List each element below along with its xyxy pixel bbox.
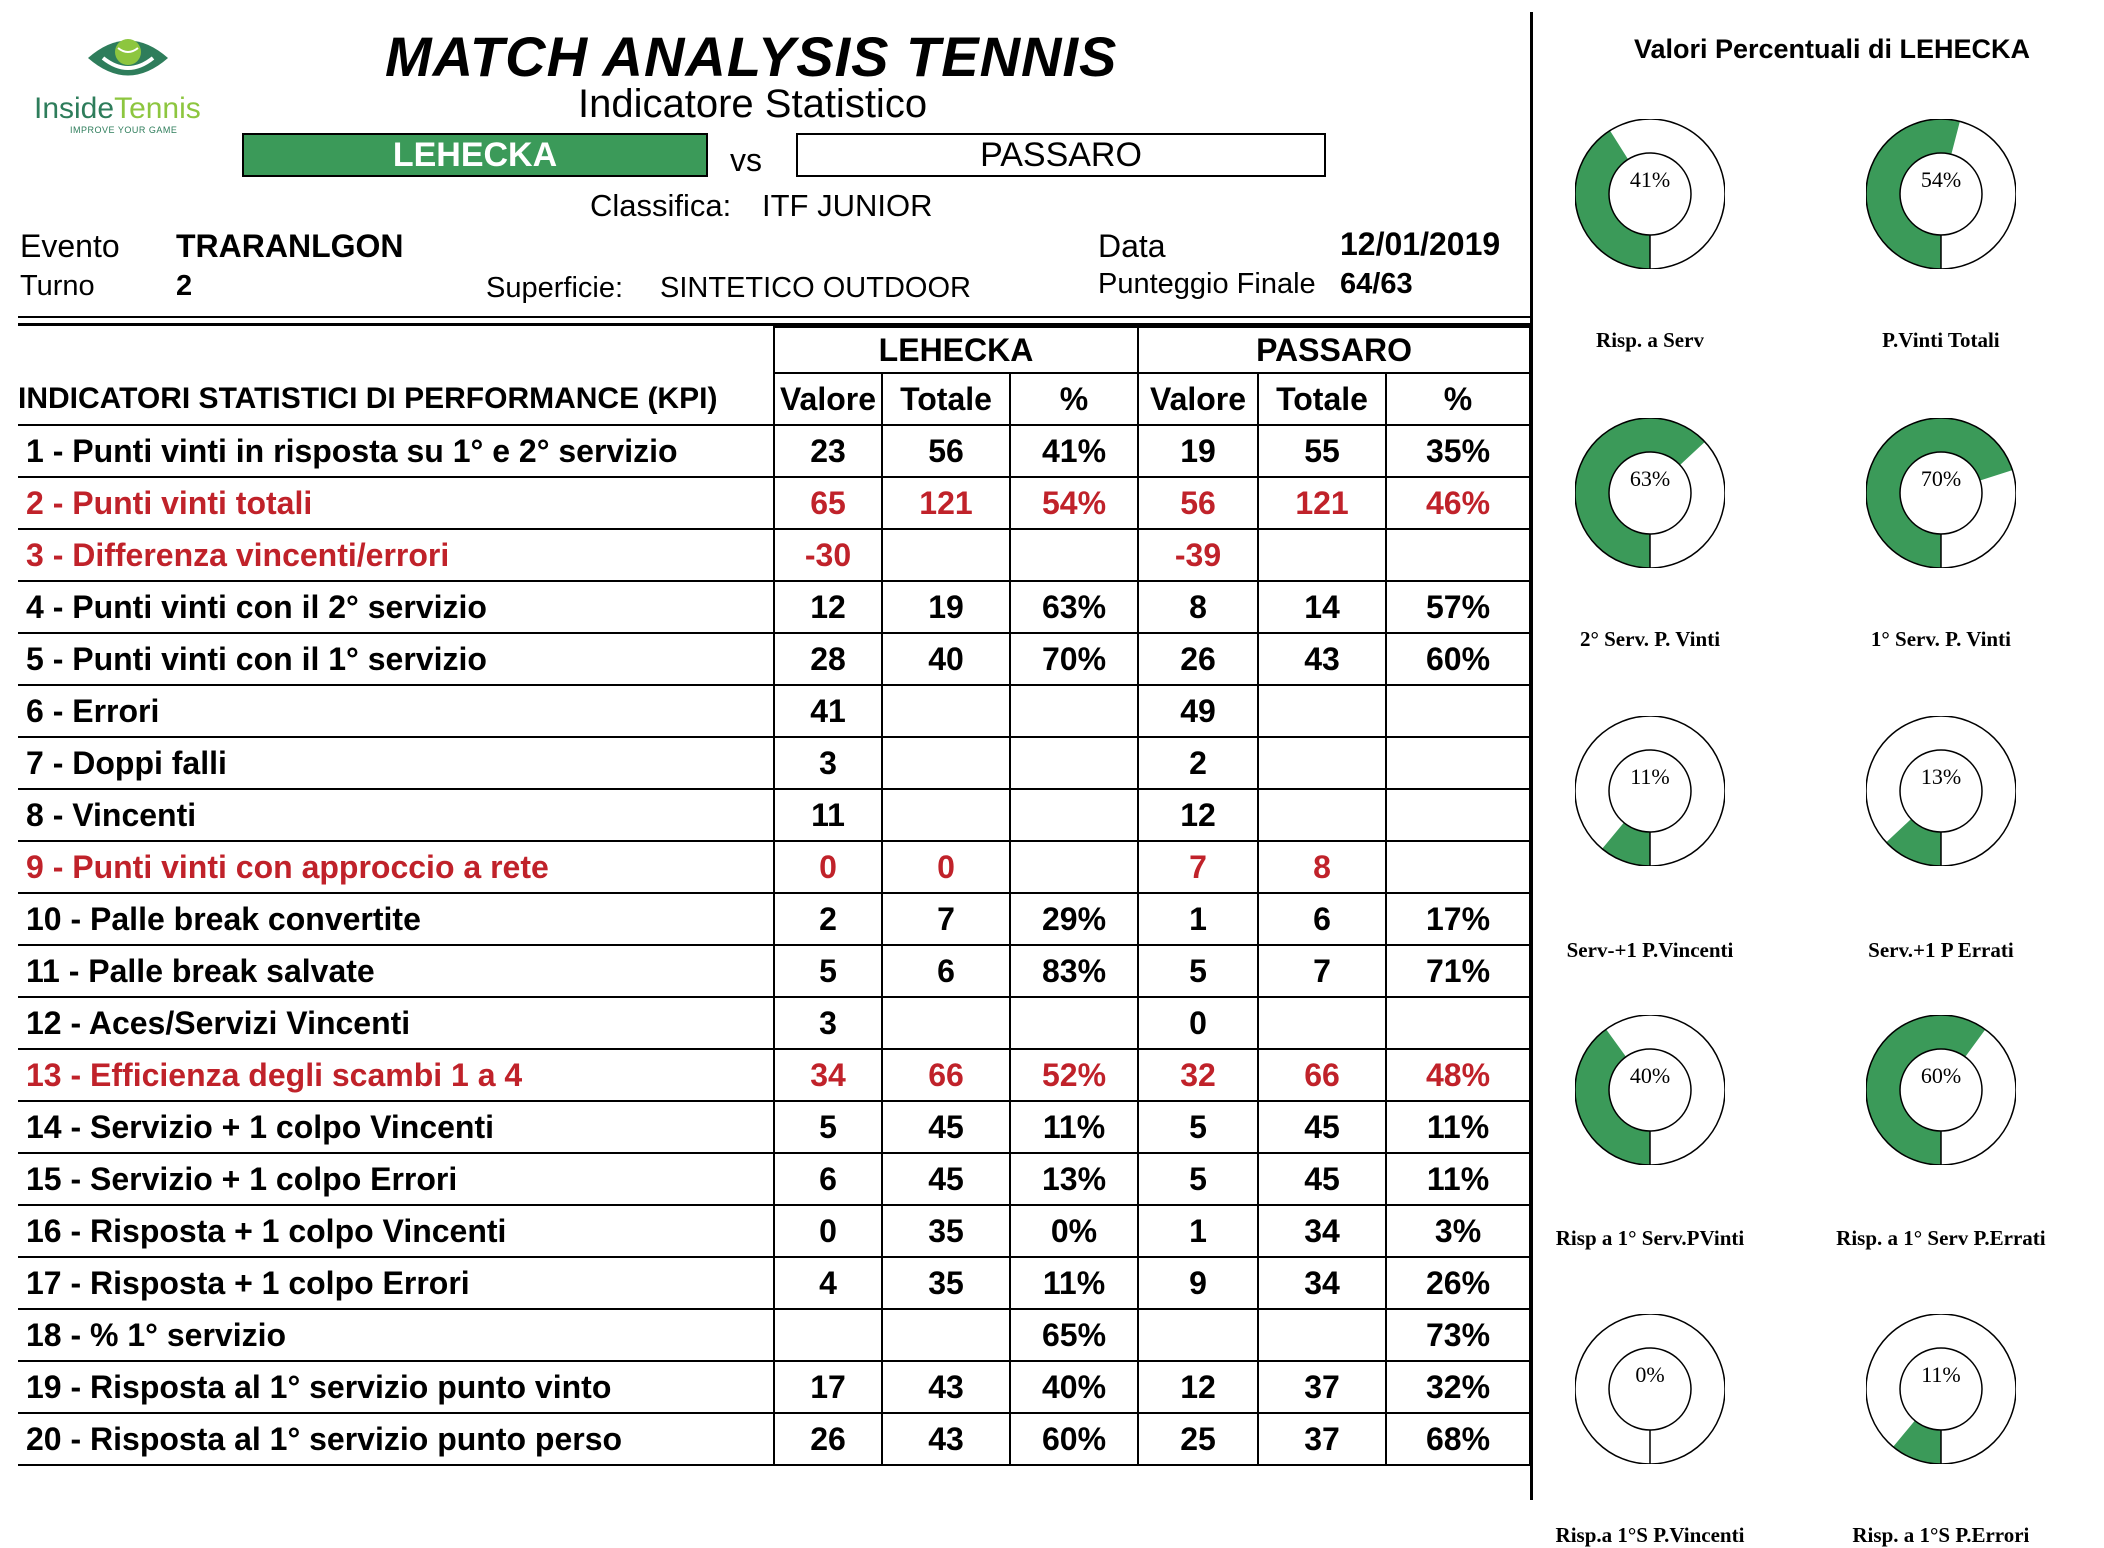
kpi-pct-a: 54% — [1010, 477, 1138, 529]
kpi-pct-a — [1010, 685, 1138, 737]
table-row — [18, 477, 1530, 529]
kpi-pct-a: 60% — [1010, 1413, 1138, 1465]
donut-caption: Risp.a 1°S P.Vincenti — [1555, 1522, 1745, 1547]
donut-percent-label: 11% — [1921, 1361, 1961, 1387]
donut-chart — [1866, 1314, 2016, 1464]
kpi-totale-b: 37 — [1258, 1361, 1386, 1413]
kpi-totale-a: 56 — [882, 425, 1010, 477]
kpi-label: 16 - Risposta + 1 colpo Vincenti — [18, 1205, 774, 1257]
donut-caption: 1° Serv. P. Vinti — [1870, 627, 2011, 652]
report-subtitle: Indicatore Statistico — [578, 82, 928, 126]
table-row — [18, 425, 1530, 477]
kpi-pct-b: 73% — [1386, 1309, 1530, 1361]
kpi-totale-b: 6 — [1258, 893, 1386, 945]
donut-hole — [1900, 750, 1982, 832]
kpi-totale-b — [1258, 1309, 1386, 1361]
kpi-valore-b: 56 — [1138, 477, 1258, 529]
kpi-totale-a: 66 — [882, 1049, 1010, 1101]
kpi-label: 17 - Risposta + 1 colpo Errori — [18, 1257, 774, 1309]
kpi-label: 1 - Punti vinti in risposta su 1° e 2° servizio — [18, 425, 774, 477]
kpi-pct-b: 71% — [1386, 945, 1530, 997]
kpi-totale-b — [1258, 529, 1386, 581]
kpi-valore-a: 65 — [774, 477, 882, 529]
kpi-pct-b: 11% — [1386, 1153, 1530, 1205]
kpi-label: 5 - Punti vinti con il 1° servizio — [18, 633, 774, 685]
donut-hole — [1609, 1348, 1691, 1430]
kpi-pct-a — [1010, 789, 1138, 841]
kpi-valore-a: 23 — [774, 425, 882, 477]
col-valore-b: Valore — [1138, 373, 1258, 425]
kpi-valore-a: 26 — [774, 1413, 882, 1465]
kpi-valore-a: 3 — [774, 997, 882, 1049]
table-row — [18, 1101, 1530, 1153]
vs-label: vs — [730, 142, 762, 178]
blank-cell — [18, 327, 774, 373]
kpi-pct-b: 32% — [1386, 1361, 1530, 1413]
table-row — [18, 529, 1530, 581]
table-column-header-row — [18, 373, 1530, 425]
kpi-valore-b: 2 — [1138, 737, 1258, 789]
kpi-label: 4 - Punti vinti con il 2° servizio — [18, 581, 774, 633]
kpi-totale-a: 121 — [882, 477, 1010, 529]
superficie-value: SINTETICO OUTDOOR — [660, 272, 971, 304]
col-pct-b: % — [1386, 373, 1530, 425]
kpi-pct-a: 70% — [1010, 633, 1138, 685]
col-pct-a: % — [1010, 373, 1138, 425]
kpi-valore-b: 5 — [1138, 1153, 1258, 1205]
kpi-pct-a: 65% — [1010, 1309, 1138, 1361]
superficie-label: Superficie: — [486, 272, 624, 304]
donut-percent-label: 54% — [1920, 167, 1962, 193]
kpi-pct-a: 13% — [1010, 1153, 1138, 1205]
table-row — [18, 1205, 1530, 1257]
kpi-pct-b: 17% — [1386, 893, 1530, 945]
donut-hole — [1609, 750, 1691, 832]
kpi-valore-b: 1 — [1138, 893, 1258, 945]
logo-tagline: IMPROVE YOUR GAME — [70, 125, 178, 135]
kpi-label: 10 - Palle break convertite — [18, 893, 774, 945]
kpi-pct-b: 68% — [1386, 1413, 1530, 1465]
col-totale-b: Totale — [1258, 373, 1386, 425]
kpi-totale-b — [1258, 685, 1386, 737]
kpi-label: 11 - Palle break salvate — [18, 945, 774, 997]
donut-percent-label: 40% — [1629, 1063, 1671, 1089]
kpi-valore-a: 2 — [774, 893, 882, 945]
kpi-valore-b: 25 — [1138, 1413, 1258, 1465]
kpi-totale-b — [1258, 997, 1386, 1049]
turno-label: Turno — [20, 270, 95, 302]
donut-chart — [1866, 418, 2016, 568]
kpi-totale-b: 34 — [1258, 1257, 1386, 1309]
kpi-valore-b: 19 — [1138, 425, 1258, 477]
kpi-valore-a: 28 — [774, 633, 882, 685]
kpi-valore-a: 5 — [774, 1101, 882, 1153]
table-row — [18, 945, 1530, 997]
kpi-valore-b: 26 — [1138, 633, 1258, 685]
kpi-label: 15 - Servizio + 1 colpo Errori — [18, 1153, 774, 1205]
table-row — [18, 633, 1530, 685]
kpi-pct-b — [1386, 789, 1530, 841]
kpi-label: 14 - Servizio + 1 colpo Vincenti — [18, 1101, 774, 1153]
kpi-pct-a: 11% — [1010, 1257, 1138, 1309]
kpi-totale-a — [882, 997, 1010, 1049]
kpi-totale-b: 55 — [1258, 425, 1386, 477]
classifica-label: Classifica: — [590, 188, 732, 223]
donut-caption: Risp. a 1°S P.Errori — [1852, 1522, 2030, 1547]
evento-value: TRARANLGON — [176, 228, 404, 264]
kpi-valore-b: 12 — [1138, 789, 1258, 841]
kpi-pct-a — [1010, 997, 1138, 1049]
table-row — [18, 1257, 1530, 1309]
kpi-valore-b: 5 — [1138, 1101, 1258, 1153]
kpi-label: 19 - Risposta al 1° servizio punto vinto — [18, 1361, 774, 1413]
donut-chart — [1866, 119, 2016, 269]
kpi-totale-b: 45 — [1258, 1153, 1386, 1205]
kpi-valore-b: 1 — [1138, 1205, 1258, 1257]
kpi-totale-b — [1258, 737, 1386, 789]
kpi-pct-a — [1010, 529, 1138, 581]
logo-wordmark: InsideTennis — [34, 92, 201, 125]
kpi-totale-a: 45 — [882, 1153, 1010, 1205]
kpi-pct-b — [1386, 841, 1530, 893]
donut-percent-label: 70% — [1920, 465, 1962, 491]
kpi-totale-b: 7 — [1258, 945, 1386, 997]
kpi-valore-a: 0 — [774, 1205, 882, 1257]
kpi-valore-b: 49 — [1138, 685, 1258, 737]
kpi-label: 2 - Punti vinti totali — [18, 477, 774, 529]
donut-percent-label: 11% — [1630, 764, 1670, 790]
kpi-totale-b: 121 — [1258, 477, 1386, 529]
donut-percent-label: 63% — [1629, 465, 1671, 491]
report-title: MATCH ANALYSIS TENNIS — [385, 25, 1118, 88]
kpi-valore-a: 3 — [774, 737, 882, 789]
kpi-valore-b: 5 — [1138, 945, 1258, 997]
kpi-totale-b: 34 — [1258, 1205, 1386, 1257]
donut-chart — [1575, 418, 1725, 568]
kpi-valore-b: 7 — [1138, 841, 1258, 893]
kpi-label: 20 - Risposta al 1° servizio punto perso — [18, 1413, 774, 1465]
table-row — [18, 789, 1530, 841]
kpi-valore-a: 12 — [774, 581, 882, 633]
kpi-pct-a: 63% — [1010, 581, 1138, 633]
table-row — [18, 1049, 1530, 1101]
table-row — [18, 1153, 1530, 1205]
donut-chart — [1866, 716, 2016, 866]
kpi-totale-a — [882, 685, 1010, 737]
data-label: Data — [1098, 228, 1166, 264]
kpi-totale-a — [882, 1309, 1010, 1361]
kpi-totale-a: 43 — [882, 1413, 1010, 1465]
kpi-pct-a: 52% — [1010, 1049, 1138, 1101]
kpi-pct-b: 48% — [1386, 1049, 1530, 1101]
table-row — [18, 1309, 1530, 1361]
kpi-pct-b — [1386, 685, 1530, 737]
donut-chart — [1575, 1314, 1725, 1464]
kpi-valore-b — [1138, 1309, 1258, 1361]
kpi-section-title: INDICATORI STATISTICI DI PERFORMANCE (KPI) — [18, 381, 718, 415]
donut-hole — [1609, 452, 1691, 534]
col-totale-a: Totale — [882, 373, 1010, 425]
kpi-valore-b: -39 — [1138, 529, 1258, 581]
evento-label: Evento — [20, 228, 120, 264]
kpi-valore-b: 12 — [1138, 1361, 1258, 1413]
punteggio-value: 64/63 — [1340, 268, 1413, 300]
table-row — [18, 841, 1530, 893]
table-player-a-header: LEHECKA — [774, 327, 1138, 373]
kpi-totale-b: 45 — [1258, 1101, 1386, 1153]
donut-hole — [1609, 153, 1691, 235]
data-value: 12/01/2019 — [1340, 226, 1501, 262]
turno-value: 2 — [176, 270, 193, 302]
donut-hole — [1609, 1049, 1691, 1131]
kpi-totale-b — [1258, 789, 1386, 841]
kpi-pct-b — [1386, 737, 1530, 789]
donut-percent-label: 0% — [1635, 1361, 1665, 1387]
kpi-pct-b — [1386, 529, 1530, 581]
classifica-value: ITF JUNIOR — [762, 188, 933, 223]
kpi-totale-a: 7 — [882, 893, 1010, 945]
donut-hole — [1900, 1049, 1982, 1131]
donut-percent-label: 41% — [1629, 167, 1671, 193]
kpi-valore-b: 32 — [1138, 1049, 1258, 1101]
table-player-header-row — [18, 327, 1530, 373]
kpi-pct-b: 35% — [1386, 425, 1530, 477]
kpi-pct-b: 26% — [1386, 1257, 1530, 1309]
kpi-valore-a — [774, 1309, 882, 1361]
kpi-totale-a: 19 — [882, 581, 1010, 633]
kpi-totale-a: 0 — [882, 841, 1010, 893]
table-row — [18, 997, 1530, 1049]
kpi-label: 12 - Aces/Servizi Vincenti — [18, 997, 774, 1049]
donut-percent-label: 13% — [1920, 764, 1962, 790]
kpi-valore-a: 4 — [774, 1257, 882, 1309]
kpi-totale-a: 43 — [882, 1361, 1010, 1413]
kpi-totale-a — [882, 529, 1010, 581]
kpi-label: 8 - Vincenti — [18, 789, 774, 841]
donut-panel-title: Valori Percentuali di LEHECKA — [1633, 34, 2031, 64]
table-row — [18, 1361, 1530, 1413]
kpi-pct-b: 3% — [1386, 1205, 1530, 1257]
table-player-b-header: PASSARO — [1138, 327, 1530, 373]
donut-caption: Serv-+1 P.Vincenti — [1566, 938, 1734, 963]
header-rule — [18, 316, 1530, 318]
donut-hole — [1900, 153, 1982, 235]
table-row — [18, 893, 1530, 945]
kpi-valore-a: 6 — [774, 1153, 882, 1205]
kpi-pct-b: 46% — [1386, 477, 1530, 529]
kpi-pct-a — [1010, 737, 1138, 789]
kpi-valore-a: 34 — [774, 1049, 882, 1101]
kpi-pct-a — [1010, 841, 1138, 893]
kpi-valore-a: 11 — [774, 789, 882, 841]
donut-hole — [1900, 1348, 1982, 1430]
kpi-totale-a: 40 — [882, 633, 1010, 685]
kpi-valore-a: 5 — [774, 945, 882, 997]
kpi-label: 18 - % 1° servizio — [18, 1309, 774, 1361]
donut-chart — [1575, 119, 1725, 269]
donut-caption: Risp a 1° Serv.PVinti — [1555, 1226, 1745, 1251]
kpi-totale-b: 37 — [1258, 1413, 1386, 1465]
donut-chart — [1575, 1015, 1725, 1165]
kpi-totale-a: 35 — [882, 1257, 1010, 1309]
donut-chart — [1575, 716, 1725, 866]
kpi-pct-a: 29% — [1010, 893, 1138, 945]
kpi-totale-a: 35 — [882, 1205, 1010, 1257]
kpi-valore-a: 0 — [774, 841, 882, 893]
table-row — [18, 1413, 1530, 1465]
kpi-totale-a — [882, 737, 1010, 789]
kpi-label: 3 - Differenza vincenti/errori — [18, 529, 774, 581]
table-row — [18, 685, 1530, 737]
kpi-valore-a: 41 — [774, 685, 882, 737]
kpi-pct-b — [1386, 997, 1530, 1049]
donut-caption: P.Vinti Totali — [1882, 328, 2000, 353]
donut-caption: Risp. a 1° Serv P.Errati — [1836, 1226, 2046, 1251]
player-b-name: PASSARO — [796, 133, 1326, 177]
col-valore-a: Valore — [774, 373, 882, 425]
kpi-valore-a: -30 — [774, 529, 882, 581]
donut-caption: Serv.+1 P Errati — [1868, 938, 2014, 963]
kpi-label: 9 - Punti vinti con approccio a rete — [18, 841, 774, 893]
kpi-totale-a — [882, 789, 1010, 841]
kpi-table — [18, 326, 1531, 1466]
kpi-pct-b: 60% — [1386, 633, 1530, 685]
kpi-valore-b: 0 — [1138, 997, 1258, 1049]
kpi-totale-b: 14 — [1258, 581, 1386, 633]
donut-percent-label: 60% — [1920, 1063, 1962, 1089]
kpi-pct-b: 57% — [1386, 581, 1530, 633]
donut-caption: 2° Serv. P. Vinti — [1579, 627, 1721, 652]
kpi-pct-a: 0% — [1010, 1205, 1138, 1257]
player-a-name: LEHECKA — [242, 133, 708, 177]
table-row — [18, 737, 1530, 789]
kpi-label: 13 - Efficienza degli scambi 1 a 4 — [18, 1049, 774, 1101]
kpi-valore-a: 17 — [774, 1361, 882, 1413]
kpi-label: 7 - Doppi falli — [18, 737, 774, 789]
kpi-pct-a: 41% — [1010, 425, 1138, 477]
kpi-label: 6 - Errori — [18, 685, 774, 737]
kpi-totale-a: 6 — [882, 945, 1010, 997]
kpi-totale-b: 66 — [1258, 1049, 1386, 1101]
kpi-pct-a: 40% — [1010, 1361, 1138, 1413]
donut-hole — [1900, 452, 1982, 534]
kpi-pct-a: 11% — [1010, 1101, 1138, 1153]
punteggio-label: Punteggio Finale — [1098, 268, 1316, 300]
donut-caption: Risp. a Serv — [1596, 328, 1704, 353]
kpi-pct-b: 11% — [1386, 1101, 1530, 1153]
kpi-totale-b: 43 — [1258, 633, 1386, 685]
table-row — [18, 581, 1530, 633]
kpi-totale-b: 8 — [1258, 841, 1386, 893]
donut-chart — [1866, 1015, 2016, 1165]
kpi-totale-a: 45 — [882, 1101, 1010, 1153]
kpi-valore-b: 9 — [1138, 1257, 1258, 1309]
kpi-pct-a: 83% — [1010, 945, 1138, 997]
kpi-valore-b: 8 — [1138, 581, 1258, 633]
